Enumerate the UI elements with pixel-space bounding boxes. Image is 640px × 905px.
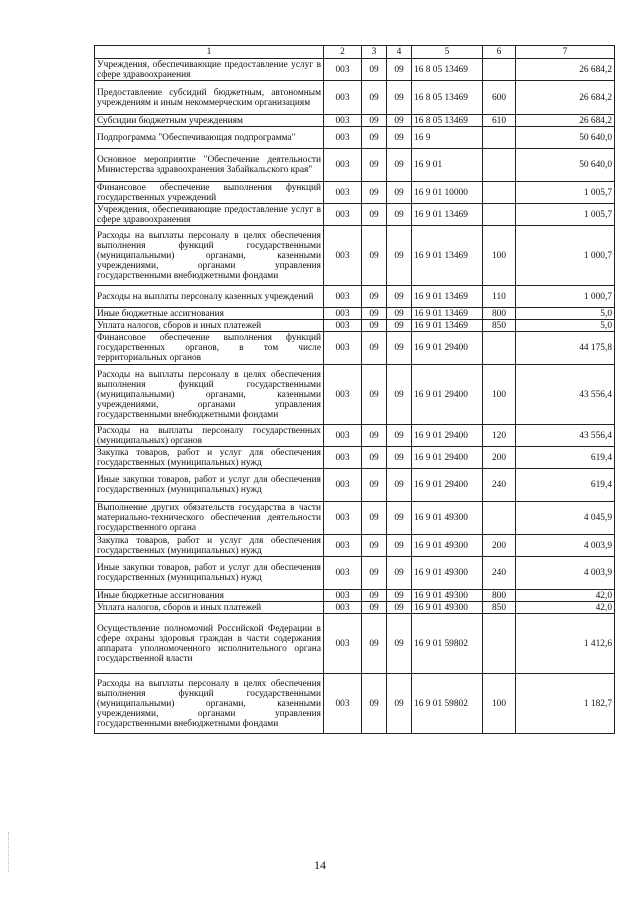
cell-ved: 003 <box>324 425 362 447</box>
cell-vr <box>483 204 516 226</box>
cell-rz: 09 <box>362 59 387 81</box>
cell-name: Финансовое обеспечение выполнения функций государственных органов, в том числе территориальных органов <box>95 332 324 365</box>
cell-csr: 16 9 01 59802 <box>412 674 483 734</box>
cell-rz: 09 <box>362 204 387 226</box>
cell-amount: 1 005,7 <box>516 182 615 204</box>
cell-rz: 09 <box>362 614 387 674</box>
cell-amount: 50 640,0 <box>516 149 615 182</box>
cell-vr <box>483 182 516 204</box>
cell-name: Подпрограмма "Обеспечивающая подпрограмма" <box>95 127 324 149</box>
cell-csr: 16 9 01 13469 <box>412 204 483 226</box>
header-cell-name: 1 <box>95 46 324 59</box>
cell-name: Расходы на выплаты персоналу в целях обеспечения выполнения функций государственными (муниципальными) органами, казенными учреждениями, органами управления государственными внебюджетными фондами <box>95 674 324 734</box>
cell-rz: 09 <box>362 308 387 320</box>
cell-name: Иные закупки товаров, работ и услуг для обеспечения государственных (муниципальных) нужд <box>95 557 324 590</box>
cell-rz: 09 <box>362 590 387 602</box>
cell-ved: 003 <box>324 557 362 590</box>
cell-ved: 003 <box>324 365 362 425</box>
cell-csr: 16 9 01 49300 <box>412 557 483 590</box>
budget-table <box>94 45 615 734</box>
cell-vr <box>483 127 516 149</box>
cell-vr: 100 <box>483 674 516 734</box>
cell-rz: 09 <box>362 674 387 734</box>
cell-amount: 50 640,0 <box>516 127 615 149</box>
cell-ved: 003 <box>324 502 362 535</box>
table-row <box>95 115 615 127</box>
table-row <box>95 182 615 204</box>
cell-vr: 240 <box>483 557 516 590</box>
cell-rz: 09 <box>362 602 387 614</box>
cell-amount: 1 182,7 <box>516 674 615 734</box>
cell-csr: 16 9 01 13469 <box>412 308 483 320</box>
cell-csr: 16 9 01 13469 <box>412 226 483 286</box>
table-body <box>95 59 615 734</box>
cell-name: Расходы на выплаты персоналу казенных учреждений <box>95 286 324 308</box>
cell-vr: 200 <box>483 535 516 557</box>
table-row <box>95 149 615 182</box>
cell-pr: 09 <box>387 320 412 332</box>
cell-vr <box>483 502 516 535</box>
cell-rz: 09 <box>362 182 387 204</box>
cell-amount: 43 556,4 <box>516 365 615 425</box>
cell-rz: 09 <box>362 425 387 447</box>
cell-name: Уплата налогов, сборов и иных платежей <box>95 320 324 332</box>
cell-name: Расходы на выплаты персоналу государственных (муниципальных) органов <box>95 425 324 447</box>
table-row <box>95 332 615 365</box>
cell-pr: 09 <box>387 115 412 127</box>
cell-rz: 09 <box>362 149 387 182</box>
cell-ved: 003 <box>324 535 362 557</box>
cell-ved: 003 <box>324 590 362 602</box>
cell-rz: 09 <box>362 127 387 149</box>
cell-pr: 09 <box>387 204 412 226</box>
cell-amount: 26 684,2 <box>516 59 615 81</box>
cell-ved: 003 <box>324 332 362 365</box>
cell-ved: 003 <box>324 308 362 320</box>
cell-csr: 16 9 01 49300 <box>412 602 483 614</box>
cell-pr: 09 <box>387 614 412 674</box>
cell-rz: 09 <box>362 557 387 590</box>
table-row <box>95 365 615 425</box>
cell-pr: 09 <box>387 557 412 590</box>
cell-amount: 26 684,2 <box>516 81 615 115</box>
cell-rz: 09 <box>362 535 387 557</box>
cell-vr: 100 <box>483 226 516 286</box>
table-row <box>95 469 615 502</box>
cell-ved: 003 <box>324 226 362 286</box>
cell-vr: 610 <box>483 115 516 127</box>
cell-pr: 09 <box>387 425 412 447</box>
header-cell-pr: 4 <box>387 46 412 59</box>
cell-csr: 16 9 01 29400 <box>412 365 483 425</box>
table-row <box>95 590 615 602</box>
cell-rz: 09 <box>362 81 387 115</box>
cell-vr: 600 <box>483 81 516 115</box>
header-cell-amount: 7 <box>516 46 615 59</box>
cell-vr: 200 <box>483 447 516 469</box>
cell-ved: 003 <box>324 320 362 332</box>
cell-amount: 1 412,6 <box>516 614 615 674</box>
cell-csr: 16 9 01 49300 <box>412 535 483 557</box>
cell-rz: 09 <box>362 502 387 535</box>
cell-amount: 5,0 <box>516 308 615 320</box>
page-number: 14 <box>314 858 326 872</box>
table-row <box>95 59 615 81</box>
cell-pr: 09 <box>387 59 412 81</box>
cell-amount: 4 003,9 <box>516 557 615 590</box>
cell-amount: 44 175,8 <box>516 332 615 365</box>
cell-ved: 003 <box>324 81 362 115</box>
cell-name: Учреждения, обеспечивающие предоставление услуг в сфере здравоохранения <box>95 204 324 226</box>
cell-name: Иные бюджетные ассигнования <box>95 308 324 320</box>
cell-csr: 16 9 01 13469 <box>412 286 483 308</box>
cell-vr: 120 <box>483 425 516 447</box>
cell-name: Расходы на выплаты персоналу в целях обеспечения выполнения функций государственными (муниципальными) органами, казенными учреждениями, органами управления государственными внебюджетными фондами <box>95 365 324 425</box>
cell-ved: 003 <box>324 602 362 614</box>
cell-amount: 42,0 <box>516 590 615 602</box>
cell-pr: 09 <box>387 469 412 502</box>
cell-name: Иные закупки товаров, работ и услуг для обеспечения государственных (муниципальных) нужд <box>95 469 324 502</box>
cell-amount: 619,4 <box>516 447 615 469</box>
cell-pr: 09 <box>387 502 412 535</box>
cell-amount: 619,4 <box>516 469 615 502</box>
header-cell-ved: 2 <box>324 46 362 59</box>
cell-vr: 800 <box>483 590 516 602</box>
cell-csr: 16 9 01 10000 <box>412 182 483 204</box>
cell-csr: 16 9 01 <box>412 149 483 182</box>
cell-ved: 003 <box>324 674 362 734</box>
cell-rz: 09 <box>362 286 387 308</box>
cell-ved: 003 <box>324 469 362 502</box>
cell-amount: 42,0 <box>516 602 615 614</box>
cell-pr: 09 <box>387 182 412 204</box>
cell-pr: 09 <box>387 81 412 115</box>
cell-pr: 09 <box>387 602 412 614</box>
cell-name: Закупка товаров, работ и услуг для обеспечения государственных (муниципальных) нужд <box>95 447 324 469</box>
cell-name: Выполнение других обязательств государства в части материально-технического обеспечения деятельности государственного органа <box>95 502 324 535</box>
table-row <box>95 204 615 226</box>
cell-pr: 09 <box>387 365 412 425</box>
cell-amount: 5,0 <box>516 320 615 332</box>
cell-pr: 09 <box>387 127 412 149</box>
cell-ved: 003 <box>324 127 362 149</box>
cell-pr: 09 <box>387 149 412 182</box>
cell-ved: 003 <box>324 447 362 469</box>
cell-vr: 100 <box>483 365 516 425</box>
cell-name: Закупка товаров, работ и услуг для обеспечения государственных (муниципальных) нужд <box>95 535 324 557</box>
cell-amount: 1 000,7 <box>516 286 615 308</box>
cell-rz: 09 <box>362 469 387 502</box>
header-cell-vr: 6 <box>483 46 516 59</box>
cell-name: Финансовое обеспечение выполнения функций государственных учреждений <box>95 182 324 204</box>
cell-ved: 003 <box>324 149 362 182</box>
cell-amount: 4 003,9 <box>516 535 615 557</box>
table-header <box>95 46 615 59</box>
cell-csr: 16 8 05 13469 <box>412 81 483 115</box>
cell-vr <box>483 332 516 365</box>
cell-ved: 003 <box>324 59 362 81</box>
cell-name: Учреждения, обеспечивающие предоставление услуг в сфере здравоохранения <box>95 59 324 81</box>
table-row <box>95 447 615 469</box>
cell-csr: 16 8 05 13469 <box>412 115 483 127</box>
cell-csr: 16 9 01 29400 <box>412 469 483 502</box>
table-row <box>95 308 615 320</box>
cell-name: Осуществление полномочий Российской Федерации в сфере охраны здоровья граждан в части содержания аппарата уполномоченного исполнительного органа государственной власти <box>95 614 324 674</box>
cell-rz: 09 <box>362 365 387 425</box>
cell-vr: 850 <box>483 602 516 614</box>
cell-pr: 09 <box>387 535 412 557</box>
cell-rz: 09 <box>362 115 387 127</box>
cell-csr: 16 9 01 29400 <box>412 425 483 447</box>
cell-csr: 16 9 01 59802 <box>412 614 483 674</box>
cell-name: Расходы на выплаты персоналу в целях обеспечения выполнения функций государственными (муниципальными) органами, казенными учреждениями, органами управления государственными внебюджетными фондами <box>95 226 324 286</box>
cell-name: Основное мероприятие "Обеспечение деятельности Министерства здравоохранения Забайкальского края" <box>95 149 324 182</box>
cell-pr: 09 <box>387 674 412 734</box>
cell-ved: 003 <box>324 182 362 204</box>
cell-csr: 16 9 <box>412 127 483 149</box>
table-row <box>95 81 615 115</box>
cell-pr: 09 <box>387 286 412 308</box>
cell-vr <box>483 59 516 81</box>
cell-vr <box>483 149 516 182</box>
cell-csr: 16 9 01 49300 <box>412 590 483 602</box>
cell-name: Субсидии бюджетным учреждениям <box>95 115 324 127</box>
table-row <box>95 320 615 332</box>
cell-name: Предоставление субсидий бюджетным, автономным учреждениям и иным некоммерческим организациям <box>95 81 324 115</box>
cell-pr: 09 <box>387 226 412 286</box>
header-cell-csr: 5 <box>412 46 483 59</box>
cell-vr: 240 <box>483 469 516 502</box>
cell-pr: 09 <box>387 447 412 469</box>
cell-vr: 110 <box>483 286 516 308</box>
cell-csr: 16 9 01 29400 <box>412 332 483 365</box>
cell-ved: 003 <box>324 115 362 127</box>
header-row <box>95 46 615 59</box>
cell-pr: 09 <box>387 308 412 320</box>
cell-rz: 09 <box>362 447 387 469</box>
table-row <box>95 602 615 614</box>
cell-rz: 09 <box>362 320 387 332</box>
cell-name: Иные бюджетные ассигнования <box>95 590 324 602</box>
table-row <box>95 127 615 149</box>
cell-csr: 16 9 01 29400 <box>412 447 483 469</box>
table-row <box>95 674 615 734</box>
cell-name: Уплата налогов, сборов и иных платежей <box>95 602 324 614</box>
cell-vr <box>483 614 516 674</box>
cell-amount: 1 000,7 <box>516 226 615 286</box>
table-row <box>95 286 615 308</box>
table-row <box>95 535 615 557</box>
cell-pr: 09 <box>387 590 412 602</box>
table-row <box>95 425 615 447</box>
table-row <box>95 614 615 674</box>
cell-ved: 003 <box>324 204 362 226</box>
cell-csr: 16 8 05 13469 <box>412 59 483 81</box>
cell-rz: 09 <box>362 332 387 365</box>
cell-pr: 09 <box>387 332 412 365</box>
table-row <box>95 502 615 535</box>
cell-csr: 16 9 01 49300 <box>412 502 483 535</box>
cell-rz: 09 <box>362 226 387 286</box>
table-row <box>95 226 615 286</box>
cell-amount: 26 684,2 <box>516 115 615 127</box>
cell-csr: 16 9 01 13469 <box>412 320 483 332</box>
cell-ved: 003 <box>324 614 362 674</box>
table-row <box>95 557 615 590</box>
cell-ved: 003 <box>324 286 362 308</box>
header-cell-rz: 3 <box>362 46 387 59</box>
cell-vr: 850 <box>483 320 516 332</box>
cell-amount: 1 005,7 <box>516 204 615 226</box>
cell-amount: 4 045,9 <box>516 502 615 535</box>
cell-amount: 43 556,4 <box>516 425 615 447</box>
cell-vr: 800 <box>483 308 516 320</box>
